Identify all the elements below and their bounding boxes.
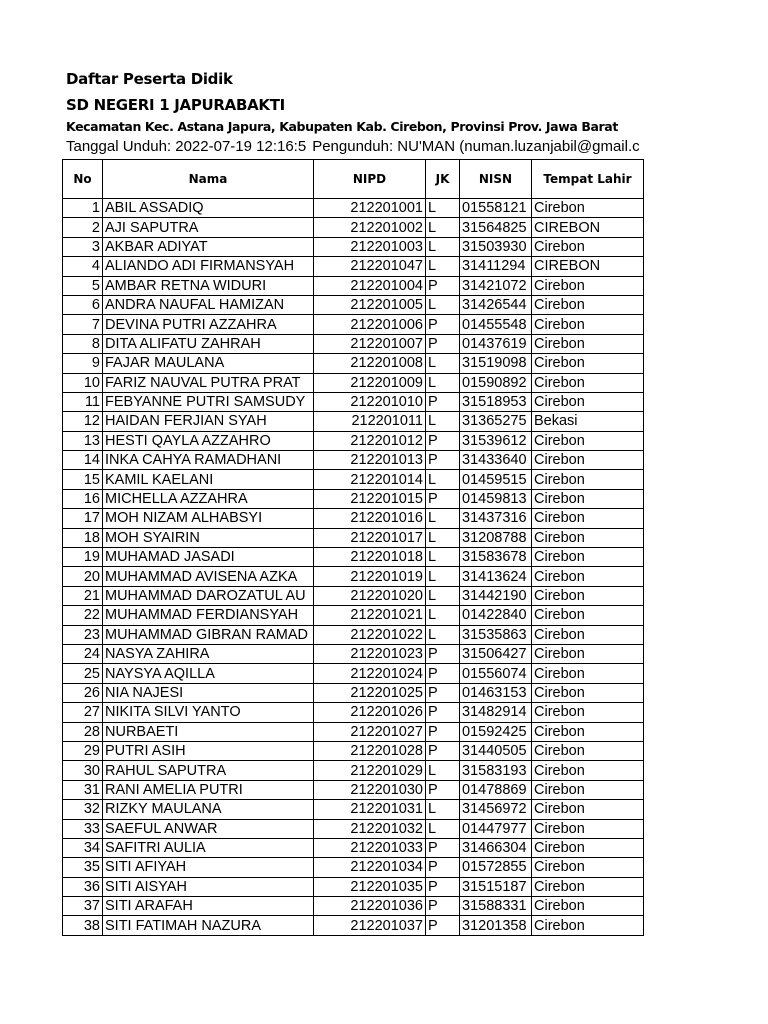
table-row (63, 606, 644, 625)
cell-nisn: 31518953 (460, 392, 532, 411)
cell-jk: L (426, 373, 460, 392)
cell-nama: MICHELLA AZZAHRA (103, 489, 314, 508)
table-row (63, 644, 644, 663)
cell-nisn: 31442190 (460, 586, 532, 605)
cell-no: 11 (63, 392, 103, 411)
cell-no: 13 (63, 431, 103, 450)
cell-nipd: 212201011 (314, 412, 426, 431)
cell-nama: MUHAMMAD DAROZATUL AU (103, 586, 314, 605)
table-row (63, 916, 644, 935)
cell-nisn: 01459813 (460, 489, 532, 508)
table-row (63, 586, 644, 605)
cell-nisn: 31201358 (460, 916, 532, 935)
cell-nipd: 212201015 (314, 489, 426, 508)
cell-tempat-lahir: Cirebon (532, 334, 644, 353)
cell-nipd: 212201022 (314, 625, 426, 644)
cell-no: 9 (63, 354, 103, 373)
cell-nipd: 212201026 (314, 703, 426, 722)
cell-nipd: 212201025 (314, 683, 426, 702)
cell-no: 10 (63, 373, 103, 392)
cell-jk: L (426, 509, 460, 528)
cell-tempat-lahir: Cirebon (532, 606, 644, 625)
table-row (63, 780, 644, 799)
cell-no: 20 (63, 567, 103, 586)
cell-tempat-lahir: Cirebon (532, 625, 644, 644)
cell-nisn: 31421072 (460, 276, 532, 295)
cell-tempat-lahir: Cirebon (532, 451, 644, 470)
cell-jk: L (426, 800, 460, 819)
cell-tempat-lahir: Cirebon (532, 489, 644, 508)
cell-tempat-lahir: Cirebon (532, 916, 644, 935)
cell-nama: RIZKY MAULANA (103, 800, 314, 819)
cell-nipd: 212201035 (314, 877, 426, 896)
cell-nama: HESTI QAYLA AZZAHRO (103, 431, 314, 450)
cell-nama: DITA ALIFATU ZAHRAH (103, 334, 314, 353)
cell-tempat-lahir: Cirebon (532, 761, 644, 780)
cell-nipd: 212201005 (314, 295, 426, 314)
cell-no: 8 (63, 334, 103, 353)
cell-nipd: 212201027 (314, 722, 426, 741)
table-row (63, 567, 644, 586)
cell-no: 33 (63, 819, 103, 838)
cell-nama: INKA CAHYA RAMADHANI (103, 451, 314, 470)
cell-nama: MOH NIZAM ALHABSYI (103, 509, 314, 528)
cell-tempat-lahir: Cirebon (532, 470, 644, 489)
cell-nisn: 31588331 (460, 897, 532, 916)
cell-nipd: 212201009 (314, 373, 426, 392)
cell-nama: RAHUL SAPUTRA (103, 761, 314, 780)
cell-no: 30 (63, 761, 103, 780)
cell-tempat-lahir: Cirebon (532, 780, 644, 799)
cell-tempat-lahir: Cirebon (532, 354, 644, 373)
cell-nisn: 01558121 (460, 199, 532, 218)
cell-jk: L (426, 548, 460, 567)
cell-no: 24 (63, 644, 103, 663)
cell-nama: SITI FATIMAH NAZURA (103, 916, 314, 935)
cell-tempat-lahir: Cirebon (532, 644, 644, 663)
cell-jk: L (426, 528, 460, 547)
table-row (63, 315, 644, 334)
cell-jk: L (426, 237, 460, 256)
cell-no: 36 (63, 877, 103, 896)
cell-jk: P (426, 858, 460, 877)
cell-no: 31 (63, 780, 103, 799)
cell-nama: AJI SAPUTRA (103, 218, 314, 237)
download-info (66, 138, 644, 155)
cell-jk: L (426, 567, 460, 586)
cell-nama: NIA NAJESI (103, 683, 314, 702)
cell-no: 1 (63, 199, 103, 218)
downloader: Pengunduh: NU'MAN (numan.luzanjabil@gmail.c (312, 138, 640, 155)
table-row (63, 548, 644, 567)
cell-nisn: 31535863 (460, 625, 532, 644)
cell-jk: L (426, 761, 460, 780)
table-row (63, 761, 644, 780)
cell-tempat-lahir: Cirebon (532, 567, 644, 586)
cell-no: 23 (63, 625, 103, 644)
table-row (63, 722, 644, 741)
cell-nipd: 212201020 (314, 586, 426, 605)
cell-nipd: 212201021 (314, 606, 426, 625)
cell-tempat-lahir: Cirebon (532, 295, 644, 314)
cell-jk: P (426, 431, 460, 450)
cell-nipd: 212201033 (314, 838, 426, 857)
cell-jk: L (426, 218, 460, 237)
cell-nisn: 31503930 (460, 237, 532, 256)
cell-nama: RANI AMELIA PUTRI (103, 780, 314, 799)
cell-no: 14 (63, 451, 103, 470)
table-row (63, 199, 644, 218)
cell-nisn: 01478869 (460, 780, 532, 799)
cell-jk: L (426, 625, 460, 644)
table-row (63, 858, 644, 877)
cell-nama: SITI AISYAH (103, 877, 314, 896)
table-row (63, 412, 644, 431)
cell-nipd: 212201016 (314, 509, 426, 528)
cell-jk: L (426, 412, 460, 431)
cell-no: 7 (63, 315, 103, 334)
cell-nisn: 31411294 (460, 257, 532, 276)
cell-nisn: 01463153 (460, 683, 532, 702)
cell-no: 15 (63, 470, 103, 489)
cell-nama: MUHAMMAD GIBRAN RAMAD (103, 625, 314, 644)
cell-no: 35 (63, 858, 103, 877)
cell-nama: NAYSYA AQILLA (103, 664, 314, 683)
cell-nisn: 01590892 (460, 373, 532, 392)
cell-nisn: 31519098 (460, 354, 532, 373)
table-body (63, 199, 644, 936)
table-row (63, 295, 644, 314)
cell-nipd: 212201008 (314, 354, 426, 373)
cell-no: 12 (63, 412, 103, 431)
cell-jk: P (426, 489, 460, 508)
cell-nisn: 31426544 (460, 295, 532, 314)
table-row (63, 334, 644, 353)
cell-jk: P (426, 916, 460, 935)
cell-jk: P (426, 334, 460, 353)
cell-jk: P (426, 722, 460, 741)
cell-nisn: 31564825 (460, 218, 532, 237)
cell-nipd: 212201037 (314, 916, 426, 935)
cell-nipd: 212201004 (314, 276, 426, 295)
table-row (63, 838, 644, 857)
cell-tempat-lahir: Cirebon (532, 373, 644, 392)
table-row (63, 819, 644, 838)
cell-nisn: 01422840 (460, 606, 532, 625)
cell-jk: P (426, 392, 460, 411)
cell-nipd: 212201014 (314, 470, 426, 489)
cell-jk: L (426, 470, 460, 489)
cell-nisn: 31456972 (460, 800, 532, 819)
cell-no: 32 (63, 800, 103, 819)
cell-nama: NASYA ZAHIRA (103, 644, 314, 663)
cell-nipd: 212201018 (314, 548, 426, 567)
cell-jk: L (426, 295, 460, 314)
cell-jk: L (426, 354, 460, 373)
cell-nipd: 212201006 (314, 315, 426, 334)
table-row (63, 509, 644, 528)
cell-no: 2 (63, 218, 103, 237)
column-header-no: No (63, 160, 103, 199)
cell-nipd: 212201017 (314, 528, 426, 547)
cell-jk: L (426, 257, 460, 276)
cell-no: 22 (63, 606, 103, 625)
cell-nama: AKBAR ADIYAT (103, 237, 314, 256)
cell-tempat-lahir: Cirebon (532, 858, 644, 877)
cell-no: 38 (63, 916, 103, 935)
cell-tempat-lahir: Cirebon (532, 664, 644, 683)
cell-no: 21 (63, 586, 103, 605)
cell-jk: P (426, 838, 460, 857)
cell-nama: FEBYANNE PUTRI SAMSUDY (103, 392, 314, 411)
cell-nipd: 212201030 (314, 780, 426, 799)
column-header-nipd: NIPD (314, 160, 426, 199)
table-row (63, 625, 644, 644)
cell-nisn: 31208788 (460, 528, 532, 547)
table-row (63, 703, 644, 722)
cell-no: 25 (63, 664, 103, 683)
cell-tempat-lahir: Cirebon (532, 199, 644, 218)
cell-nipd: 212201031 (314, 800, 426, 819)
table-row (63, 528, 644, 547)
cell-tempat-lahir: Cirebon (532, 528, 644, 547)
cell-nipd: 212201012 (314, 431, 426, 450)
table-row (63, 664, 644, 683)
cell-nama: SAEFUL ANWAR (103, 819, 314, 838)
table-row (63, 741, 644, 760)
cell-jk: P (426, 644, 460, 663)
cell-nipd: 212201001 (314, 199, 426, 218)
cell-nama: MUHAMAD JASADI (103, 548, 314, 567)
cell-jk: L (426, 606, 460, 625)
table-row (63, 431, 644, 450)
cell-no: 26 (63, 683, 103, 702)
table-row (63, 470, 644, 489)
column-header-jk: JK (426, 160, 460, 199)
table-row (63, 451, 644, 470)
cell-tempat-lahir: Cirebon (532, 800, 644, 819)
cell-nama: AMBAR RETNA WIDURI (103, 276, 314, 295)
cell-tempat-lahir: Cirebon (532, 315, 644, 334)
cell-tempat-lahir: Cirebon (532, 838, 644, 857)
column-header-nama: Nama (103, 160, 314, 199)
cell-nisn: 31413624 (460, 567, 532, 586)
cell-nipd: 212201032 (314, 819, 426, 838)
cell-no: 27 (63, 703, 103, 722)
table-row (63, 237, 644, 256)
cell-nisn: 31506427 (460, 644, 532, 663)
cell-nipd: 212201036 (314, 897, 426, 916)
cell-nipd: 212201007 (314, 334, 426, 353)
cell-nipd: 212201024 (314, 664, 426, 683)
table-header-row (63, 160, 644, 199)
cell-nisn: 31437316 (460, 509, 532, 528)
cell-nama: KAMIL KAELANI (103, 470, 314, 489)
cell-nama: MUHAMMAD FERDIANSYAH (103, 606, 314, 625)
cell-nisn: 31466304 (460, 838, 532, 857)
cell-nisn: 01437619 (460, 334, 532, 353)
cell-nisn: 01447977 (460, 819, 532, 838)
table-row (63, 218, 644, 237)
cell-jk: P (426, 703, 460, 722)
cell-jk: L (426, 199, 460, 218)
column-header-tempat-lahir: Tempat Lahir (532, 160, 644, 199)
document-title: Daftar Peserta Didik (66, 70, 233, 88)
cell-jk: P (426, 877, 460, 896)
cell-nama: PUTRI ASIH (103, 741, 314, 760)
school-name: SD NEGERI 1 JAPURABAKTI (66, 96, 285, 114)
cell-nama: NURBAETI (103, 722, 314, 741)
cell-nipd: 212201028 (314, 741, 426, 760)
cell-nama: ABIL ASSADIQ (103, 199, 314, 218)
cell-nipd: 212201019 (314, 567, 426, 586)
cell-tempat-lahir: CIREBON (532, 218, 644, 237)
student-table (62, 159, 644, 936)
cell-nisn: 01455548 (460, 315, 532, 334)
cell-tempat-lahir: Cirebon (532, 683, 644, 702)
cell-jk: P (426, 780, 460, 799)
cell-nama: ALIANDO ADI FIRMANSYAH (103, 257, 314, 276)
cell-jk: P (426, 683, 460, 702)
location-line: Kecamatan Kec. Astana Japura, Kabupaten Kab. Cirebon, Provinsi Prov. Jawa Barat (66, 119, 618, 134)
cell-nama: SAFITRI AULIA (103, 838, 314, 857)
table-row (63, 276, 644, 295)
cell-jk: P (426, 315, 460, 334)
cell-nisn: 01459515 (460, 470, 532, 489)
cell-nipd: 212201034 (314, 858, 426, 877)
cell-nisn: 31539612 (460, 431, 532, 450)
cell-nipd: 212201002 (314, 218, 426, 237)
download-date: Tanggal Unduh: 2022-07-19 12:16:5 (66, 138, 307, 155)
cell-no: 16 (63, 489, 103, 508)
cell-tempat-lahir: Cirebon (532, 741, 644, 760)
cell-nipd: 212201029 (314, 761, 426, 780)
cell-nisn: 31583678 (460, 548, 532, 567)
cell-no: 19 (63, 548, 103, 567)
cell-nisn: 31440505 (460, 741, 532, 760)
cell-jk: P (426, 664, 460, 683)
cell-no: 4 (63, 257, 103, 276)
cell-no: 6 (63, 295, 103, 314)
cell-no: 28 (63, 722, 103, 741)
cell-nipd: 212201047 (314, 257, 426, 276)
cell-nisn: 31433640 (460, 451, 532, 470)
cell-nama: DEVINA PUTRI AZZAHRA (103, 315, 314, 334)
cell-tempat-lahir: Cirebon (532, 548, 644, 567)
cell-nama: NIKITA SILVI YANTO (103, 703, 314, 722)
cell-tempat-lahir: Cirebon (532, 819, 644, 838)
cell-nisn: 01592425 (460, 722, 532, 741)
cell-nisn: 31583193 (460, 761, 532, 780)
cell-nisn: 31365275 (460, 412, 532, 431)
cell-nama: SITI AFIYAH (103, 858, 314, 877)
table-row (63, 897, 644, 916)
cell-tempat-lahir: Cirebon (532, 897, 644, 916)
table-row (63, 373, 644, 392)
cell-tempat-lahir: Cirebon (532, 703, 644, 722)
cell-nipd: 212201010 (314, 392, 426, 411)
cell-no: 17 (63, 509, 103, 528)
cell-jk: L (426, 586, 460, 605)
table-row (63, 392, 644, 411)
cell-tempat-lahir: Cirebon (532, 722, 644, 741)
cell-no: 5 (63, 276, 103, 295)
cell-nama: ANDRA NAUFAL HAMIZAN (103, 295, 314, 314)
table-row (63, 877, 644, 896)
cell-nisn: 01556074 (460, 664, 532, 683)
cell-no: 34 (63, 838, 103, 857)
cell-nama: MUHAMMAD AVISENA AZKA (103, 567, 314, 586)
cell-no: 29 (63, 741, 103, 760)
table-row (63, 489, 644, 508)
cell-jk: P (426, 276, 460, 295)
cell-no: 3 (63, 237, 103, 256)
cell-no: 18 (63, 528, 103, 547)
table-row (63, 800, 644, 819)
cell-tempat-lahir: CIREBON (532, 257, 644, 276)
cell-tempat-lahir: Bekasi (532, 412, 644, 431)
cell-nama: FARIZ NAUVAL PUTRA PRAT (103, 373, 314, 392)
cell-no: 37 (63, 897, 103, 916)
cell-nisn: 31482914 (460, 703, 532, 722)
table-row (63, 257, 644, 276)
table-row (63, 683, 644, 702)
cell-tempat-lahir: Cirebon (532, 276, 644, 295)
cell-nisn: 31515187 (460, 877, 532, 896)
cell-nama: MOH SYAIRIN (103, 528, 314, 547)
cell-nipd: 212201003 (314, 237, 426, 256)
cell-tempat-lahir: Cirebon (532, 431, 644, 450)
cell-jk: L (426, 819, 460, 838)
table-row (63, 354, 644, 373)
cell-nipd: 212201013 (314, 451, 426, 470)
cell-tempat-lahir: Cirebon (532, 509, 644, 528)
cell-jk: P (426, 897, 460, 916)
cell-nama: HAIDAN FERJIAN SYAH (103, 412, 314, 431)
cell-nisn: 01572855 (460, 858, 532, 877)
cell-nama: FAJAR MAULANA (103, 354, 314, 373)
cell-tempat-lahir: Cirebon (532, 877, 644, 896)
cell-jk: P (426, 451, 460, 470)
cell-nipd: 212201023 (314, 644, 426, 663)
cell-nama: SITI ARAFAH (103, 897, 314, 916)
cell-tempat-lahir: Cirebon (532, 392, 644, 411)
cell-tempat-lahir: Cirebon (532, 237, 644, 256)
column-header-nisn: NISN (460, 160, 532, 199)
cell-tempat-lahir: Cirebon (532, 586, 644, 605)
cell-jk: P (426, 741, 460, 760)
